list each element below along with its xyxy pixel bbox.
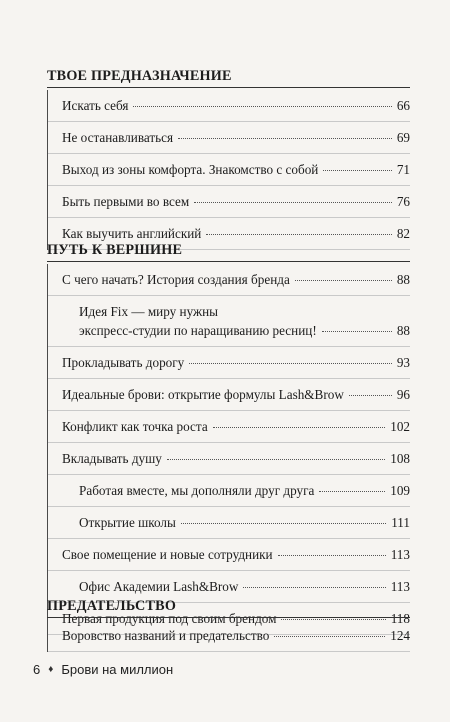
toc-entry-title-line1: Идея Fix — миру нужны [79, 304, 219, 319]
toc-entry-title: Офис Академии Lash&Brow [79, 579, 239, 594]
footer-page-number: 6 [33, 662, 41, 677]
toc-entry-page: 108 [390, 451, 410, 466]
toc-entries [47, 264, 410, 635]
dot-leader [295, 280, 392, 281]
toc-section-betrayal [47, 596, 410, 652]
toc-entry[interactable] [48, 122, 410, 154]
toc-entry[interactable] [48, 620, 410, 652]
toc-entry-title: С чего начать? История создания бренда [62, 272, 290, 287]
toc-subentry[interactable] [48, 475, 410, 507]
toc-entry-page: 113 [390, 579, 410, 594]
toc-entry-page: 109 [390, 483, 410, 498]
toc-subentry[interactable] [48, 507, 410, 539]
dot-leader [319, 491, 385, 492]
toc-entry-title: Идеальные брови: открытие формулы Lash&Brow [62, 387, 344, 402]
dot-leader [274, 636, 385, 637]
toc-entry[interactable] [48, 411, 410, 443]
toc-entry[interactable] [48, 539, 410, 571]
dot-leader [189, 363, 392, 364]
dot-leader [206, 234, 391, 235]
toc-entry-title: Работая вместе, мы дополняли друг друга [79, 483, 315, 498]
toc-entry-title: Открытие школы [79, 515, 176, 530]
page-footer [33, 662, 173, 677]
toc-entry[interactable] [48, 186, 410, 218]
toc-entry-title: Свое помещение и новые сотрудники [62, 547, 273, 562]
toc-entry-title: Искать себя [62, 98, 129, 113]
footer-book-title: Брови на миллион [61, 662, 174, 677]
toc-entry-page: 71 [396, 162, 410, 177]
dot-leader [243, 587, 385, 588]
toc-entry[interactable] [48, 347, 410, 379]
toc-entry-page: 88 [396, 272, 410, 287]
toc-section-path-to-top [47, 240, 410, 635]
toc-entry-page: 76 [396, 194, 410, 209]
toc-entry-page: 113 [390, 547, 410, 562]
toc-entry[interactable] [48, 379, 410, 411]
dot-leader [213, 427, 386, 428]
dot-leader [323, 170, 391, 171]
toc-entry-line2 [79, 321, 410, 340]
toc-entry-page: 96 [396, 387, 410, 402]
toc-entry-page: 69 [396, 130, 410, 145]
toc-entry[interactable] [48, 443, 410, 475]
toc-entry-page: 93 [396, 355, 410, 370]
section-title: ПУТЬ К ВЕРШИНЕ [47, 240, 410, 262]
dot-leader [278, 555, 386, 556]
dot-leader [349, 395, 392, 396]
dot-leader [178, 138, 392, 139]
toc-entry-title: Не останавливаться [62, 130, 174, 145]
toc-entry-page: 88 [396, 323, 410, 338]
toc-entry-title: Первая продукция под своим брендом [62, 611, 277, 626]
toc-entry[interactable] [48, 90, 410, 122]
toc-entry-title: Конфликт как точка роста [62, 419, 208, 434]
toc-entry-title: Быть первыми во всем [62, 194, 190, 209]
toc-entry-page: 111 [391, 515, 410, 530]
dot-leader [181, 523, 386, 524]
toc-entry-page: 124 [390, 628, 410, 643]
toc-section-purpose [47, 66, 410, 250]
toc-entry-page: 118 [390, 611, 410, 626]
toc-entry-page: 82 [396, 226, 410, 241]
dot-leader [167, 459, 385, 460]
dot-leader [194, 202, 392, 203]
dot-leader [133, 106, 391, 107]
toc-entry[interactable] [48, 154, 410, 186]
toc-entry-title: Вкладывать душу [62, 451, 162, 466]
toc-entry-title: Воровство названий и предательство [62, 628, 270, 643]
toc-subentry[interactable] [48, 296, 410, 347]
diamond-icon: ♦ [48, 664, 54, 675]
section-title: ПРЕДАТЕЛЬСТВО [47, 596, 410, 618]
dot-leader [322, 331, 392, 332]
toc-entry-title: Прокладывать дорогу [62, 355, 185, 370]
toc-entries [47, 90, 410, 250]
toc-entry-title: Выход из зоны комфорта. Знакомство с собой [62, 162, 319, 177]
toc-entry-title: Как выучить английский [62, 226, 202, 241]
toc-entry-page: 66 [396, 98, 410, 113]
toc-entry-title-line2: экспресс-студии по наращиванию ресниц! [79, 323, 317, 338]
toc-entry[interactable] [48, 264, 410, 296]
toc-entry-page: 102 [390, 419, 410, 434]
toc-entries [47, 620, 410, 652]
section-title: ТВОЕ ПРЕДНАЗНАЧЕНИЕ [47, 66, 410, 88]
